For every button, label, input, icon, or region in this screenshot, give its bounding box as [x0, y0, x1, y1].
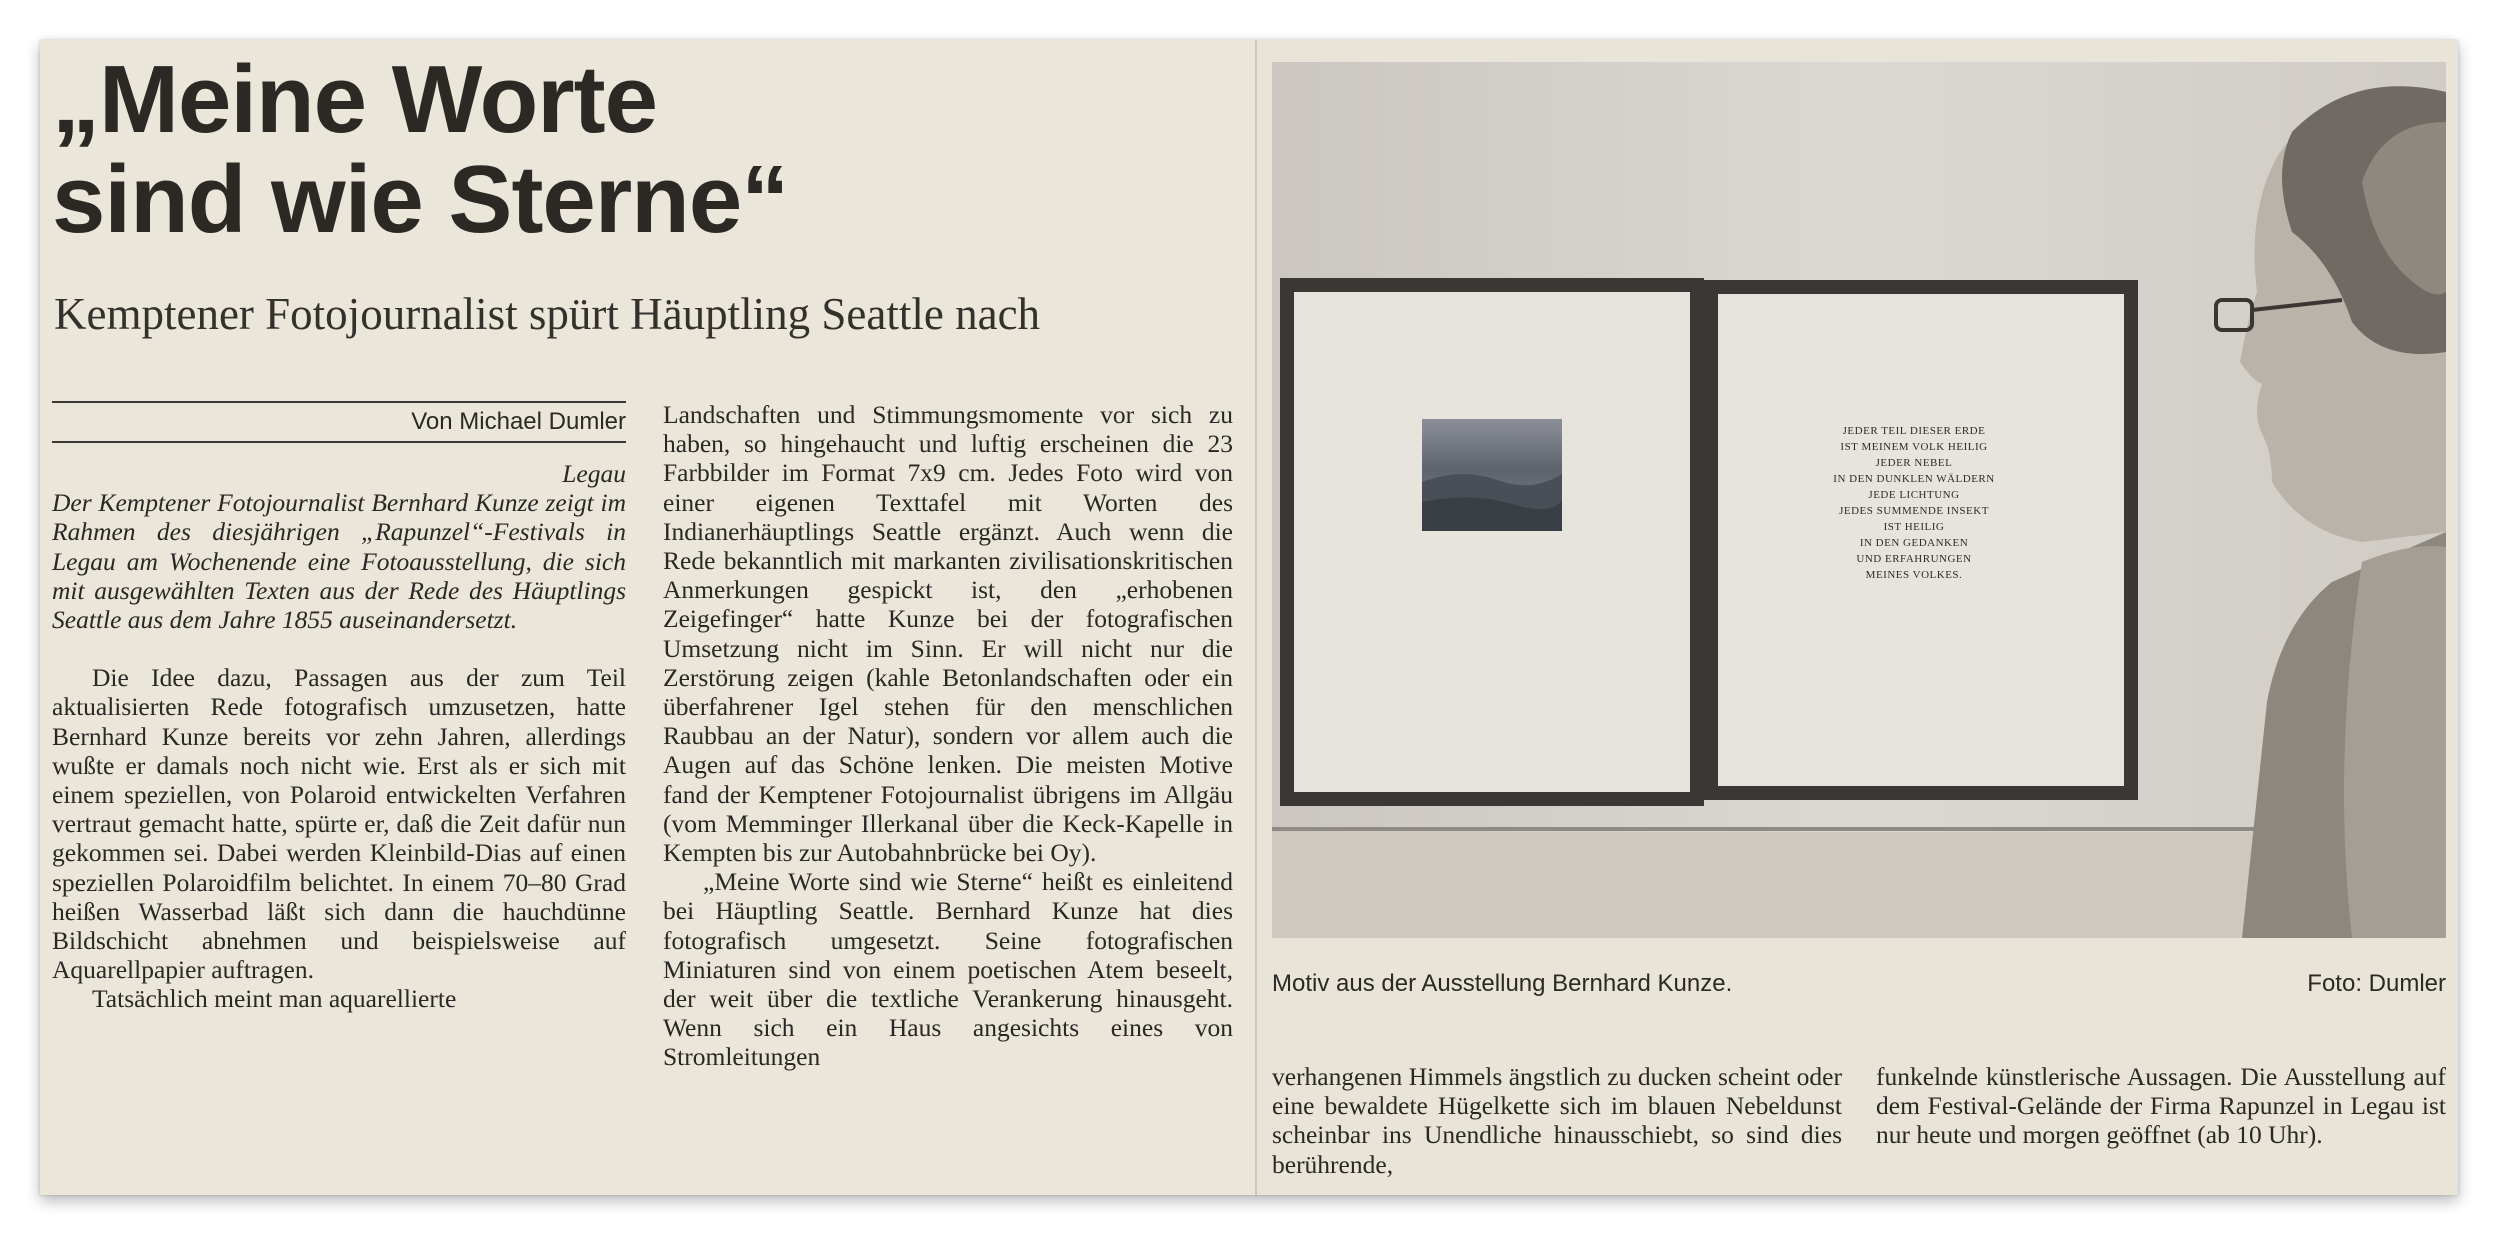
page-fold — [1255, 40, 1257, 1195]
calligraphy-line: JEDES SUMMENDE INSEKT — [1839, 505, 1989, 517]
calligraphy-line: IN DEN GEDANKEN — [1859, 537, 1969, 549]
caption-text: Motiv aus der Ausstellung Bernhard Kunze. — [1272, 970, 1733, 997]
body-paragraph-3: „Meine Worte sind wie Sterne“ heißt es einleitend bei Häuptling Seattle. Bernhard Kunze hat dies fotografisch umgesetzt. Seine fotografischen Miniaturen sind von einem poetischen Atem beseelt, der weit über die textliche Verankerung hinausgeht. Wenn sich ein Haus angesichts eines von Stromleitungen — [663, 867, 1233, 1072]
calligraphy-line: UND ERFAHRUNGEN — [1856, 553, 1972, 565]
column-1 — [52, 459, 626, 1014]
body-paragraph-2-start: Tatsächlich meint man aquarellierte — [92, 984, 457, 1014]
photo-credit: Foto: Dumler — [2307, 970, 2446, 997]
calligraphy-line: JEDER TEIL DIESER ERDE — [1842, 425, 1986, 437]
calligraphy-line: IST HEILIG — [1883, 521, 1945, 533]
byline-rule-top — [52, 401, 626, 403]
column-2 — [663, 400, 1233, 1072]
photo-caption — [1272, 970, 2446, 998]
lead-paragraph: Der Kemptener Fotojournalist Bernhard Kunze zeigt im Rahmen des diesjährigen „Rapunzel“-Festivals in Legau am Wochenende eine Fotoausstellung, die sich mit ausgewählten Texten aus der Rede des Häuptlings Seattle aus dem Jahre 1855 auseinandersetzt. — [52, 488, 626, 635]
headline-line-2: sind wie Sterne“ — [52, 146, 789, 253]
body-paragraph-1: Die Idee dazu, Passagen aus der zum Teil aktualisierten Rede fotografisch umzusetzen, hatte Bernhard Kunze bereits vor zehn Jahren, allerdings wußte er damals noch nicht wie. Erst als er sich mit einem speziellen, von Polaroid entwickelten Verfahren vertraut gemacht hatte, spürte er, daß die Zeit dafür nun gekommen sei. Dabei werden Kleinbild-Dias auf einen speziellen Polaroidfilm belichtet. In einem 70–80 Grad heißen Wasserbad läßt sich dann die hauchdünne Bildschicht abnehmen und beispielsweise auf Aquarellpapier auftragen. — [52, 663, 626, 985]
calligraphy-line: IST MEINEM VOLK HEILIG — [1840, 441, 1988, 453]
body-paragraph-2-cont: Landschaften und Stimmungsmomente vor sich zu haben, so hingehaucht und luftig erscheinen die 23 Farbbilder im Format 7x9 cm. Jedes Foto wird von einer eigenen Texttafel mit Worten des Indianerhäuptlings Seattle ergänzt. Auch wenn die Rede bekanntlich mit markanten zivilisationskritischen Anmerkungen gespickt ist, den „erhobenen Zeigefinger“ hatte Kunze bei der fotografischen Umsetzung nicht im Sinn. Er will nicht nur die Zerstörung zeigen (kahle Betonlandschaften oder ein überfahrener Igel stehen für den menschlichen Raubbau an der Natur), sondern vor allem auch die Augen auf das Schöne lenken. Die meisten Motive fand der Kemptener Fotojournalist übrigens im Allgäu (vom Memminger Illerkanal über die Keck-Kapelle in Kempten bis zur Autobahnbrücke bei Oy). — [663, 400, 1233, 868]
exhibition-photo — [1272, 62, 2446, 938]
body-paragraph-3-cont: verhangenen Himmels ängstlich zu ducken scheint oder eine bewaldete Hügelkette sich im blauen Nebeldunst scheinbar ins Unendliche hinausschiebt, so sind dies berührende, — [1272, 1062, 1842, 1179]
dateline: Legau — [562, 459, 626, 488]
right-picture-frame — [1704, 280, 2138, 800]
calligraphy-line: MEINES VOLKES. — [1865, 569, 1963, 581]
calligraphy-line: JEDE LICHTUNG — [1868, 489, 1960, 501]
left-picture-frame — [1280, 278, 1704, 806]
body-paragraph-3-end: funkelnde künstlerische Aussagen. Die Ausstellung auf dem Festival-Gelände der Firma Rapunzel in Legau ist nur heute und morgen geöffnet (ab 10 Uhr). — [1876, 1062, 2446, 1150]
column-4 — [1876, 1062, 2446, 1150]
calligraphy-line: IN DEN DUNKLEN WÄLDERN — [1833, 473, 1995, 485]
subheadline: Kemptener Fotojournalist spürt Häuptling Seattle nach — [54, 289, 1041, 339]
headline — [52, 46, 1202, 253]
byline-rule-bottom — [52, 441, 626, 443]
byline: Von Michael Dumler — [411, 408, 626, 435]
exhibition-photo-graphic — [1272, 62, 2446, 938]
calligraphy-line: JEDER NEBEL — [1875, 457, 1953, 469]
headline-line-1: „Meine Worte — [52, 46, 657, 153]
column-3 — [1272, 1062, 1842, 1179]
